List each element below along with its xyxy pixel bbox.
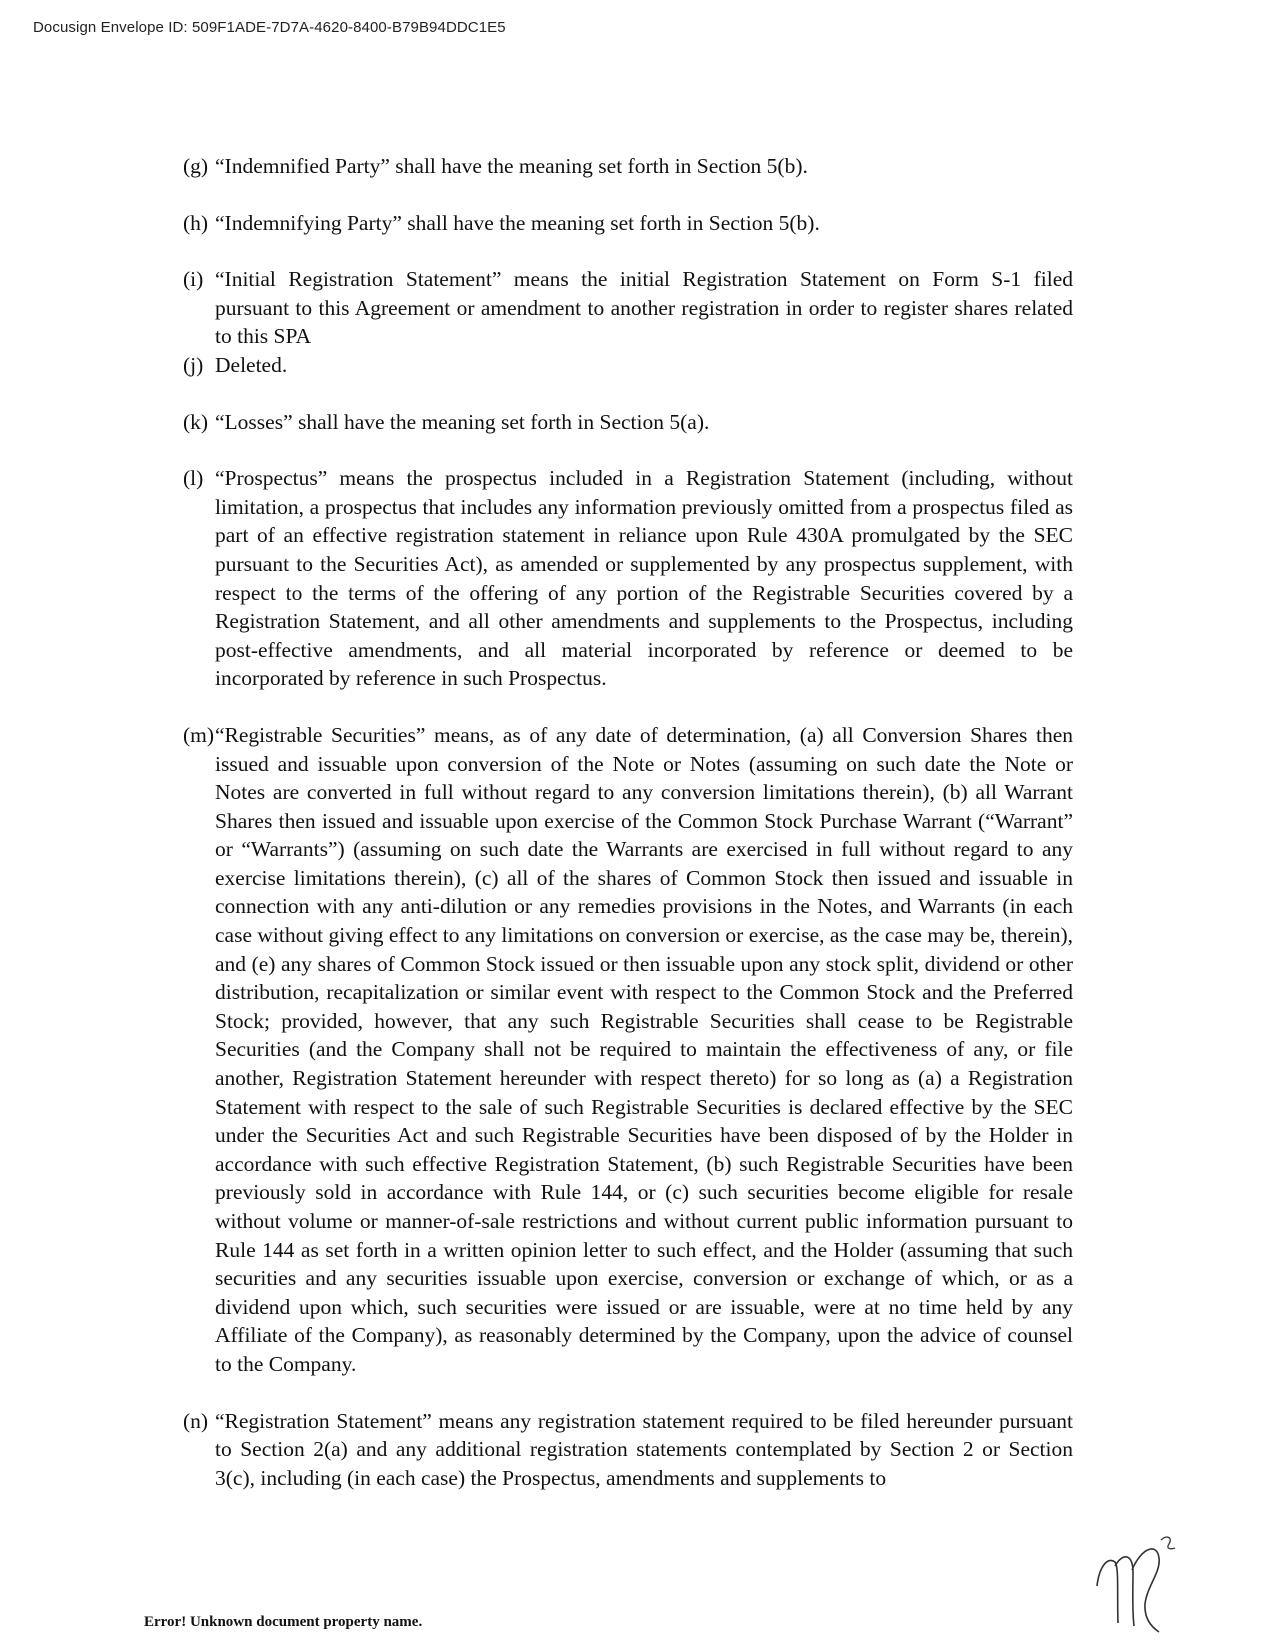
item-label: (m) [183, 722, 215, 747]
definition-n [183, 1407, 1073, 1493]
definition-j [183, 351, 1073, 380]
item-label: (j) [183, 352, 204, 377]
item-label: (k) [183, 409, 209, 434]
item-label: (h) [183, 210, 209, 235]
item-text: “Initial Registration Statement” means the initial Registration Statement on Form S-1 filed pursuant to this Agreement or amendment to another registration in order to register shares related to this SPA [215, 267, 1073, 349]
envelope-id: Docusign Envelope ID: 509F1ADE-7D7A-4620-8400-B79B94DDC1E5 [33, 19, 506, 36]
definition-m [183, 721, 1073, 1379]
item-text: “Indemnified Party” shall have the meaning set forth in Section 5(b). [215, 154, 808, 178]
item-label: (i) [183, 267, 204, 292]
document-body [183, 152, 1073, 1492]
footer-error: Error! Unknown document property name. [144, 1614, 423, 1630]
item-text: “Registration Statement” means any registration statement required to be filed hereunder pursuant to Section 2(a) and any additional registration statements contemplated by Section 2 or Section 3(c), including (in each case) the Prospectus, amendments and supplements to [215, 1408, 1073, 1490]
item-text: Deleted. [215, 352, 288, 377]
definition-g [183, 152, 1073, 181]
definition-i [183, 265, 1073, 351]
item-text: “Prospectus” means the prospectus included in a Registration Statement (including, without limitation, a prospectus that includes any information previously omitted from a prospectus filed as part of an effective registration statement in reliance upon Rule 430A promulgated by the SEC pursuant to the Securities Act), as amended or supplemented by any prospectus supplement, with respect to the terms of the offering of any portion of the Registrable Securities covered by a Registration Statement, and all other amendments and supplements to the Prospectus, including post-effective amendments, and all material incorporated by reference or deemed to be incorporated by reference in such Prospectus. [215, 466, 1073, 691]
initials-signature [1085, 1528, 1185, 1633]
item-text: “Losses” shall have the meaning set forth in Section 5(a). [215, 409, 710, 434]
definition-k [183, 408, 1073, 437]
item-text: “Registrable Securities” means, as of any date of determination, (a) all Conversion Shares then issued and issuable upon conversion of the Note or Notes (assuming on such date the Note or Notes are converted in full without regard to any conversion limitations therein), (b) all Warrant Shares then issued and issuable upon exercise of the Common Stock Purchase Warrant (“Warrant” or “Warrants”) (assuming on such date the Warrants are exercised in full without regard to any exercise limitations therein), (c) all of the shares of Common Stock then issued and issuable in connection with any anti-dilution or any remedies provisions in the Notes, and Warrants (in each case without giving effect to any limitations on conversion or exercise, as the case may be, therein), and (e) any shares of Common Stock issued or then issuable upon any stock split, dividend or other distribution, recapitalization or similar event with respect to the Common Stock and the Preferred Stock; provided, however, that any such Registrable Securities shall cease to be Registrable Securities (and the Company shall not be required to maintain the effectiveness of any, or file another, Registration Statement hereunder with respect thereto) for so long as (a) a Registration Statement with respect to the sale of such Registrable Securities is declared effective by the SEC under the Securities Act and such Registrable Securities have been disposed of by the Holder in accordance with such effective Registration Statement, (b) such Registrable Securities have been previously sold in accordance with Rule 144, or (c) such securities become eligible for resale without volume or manner-of-sale restrictions and without current public information pursuant to Rule 144 as set forth in a written opinion letter to such effect, and the Holder (assuming that such securities and any securities issuable upon exercise, conversion or exchange of which, or as a dividend upon which, such securities were issued or are issuable, were at no time held by any Affiliate of the Company), as reasonably determined by the Company, upon the advice of counsel to the Company. [215, 722, 1073, 1376]
item-label: (g) [183, 154, 209, 178]
item-text: “Indemnifying Party” shall have the meaning set forth in Section 5(b). [215, 210, 820, 235]
definition-l [183, 464, 1073, 693]
item-label: (n) [183, 1408, 209, 1433]
item-label: (l) [183, 466, 204, 491]
definition-h [183, 209, 1073, 238]
